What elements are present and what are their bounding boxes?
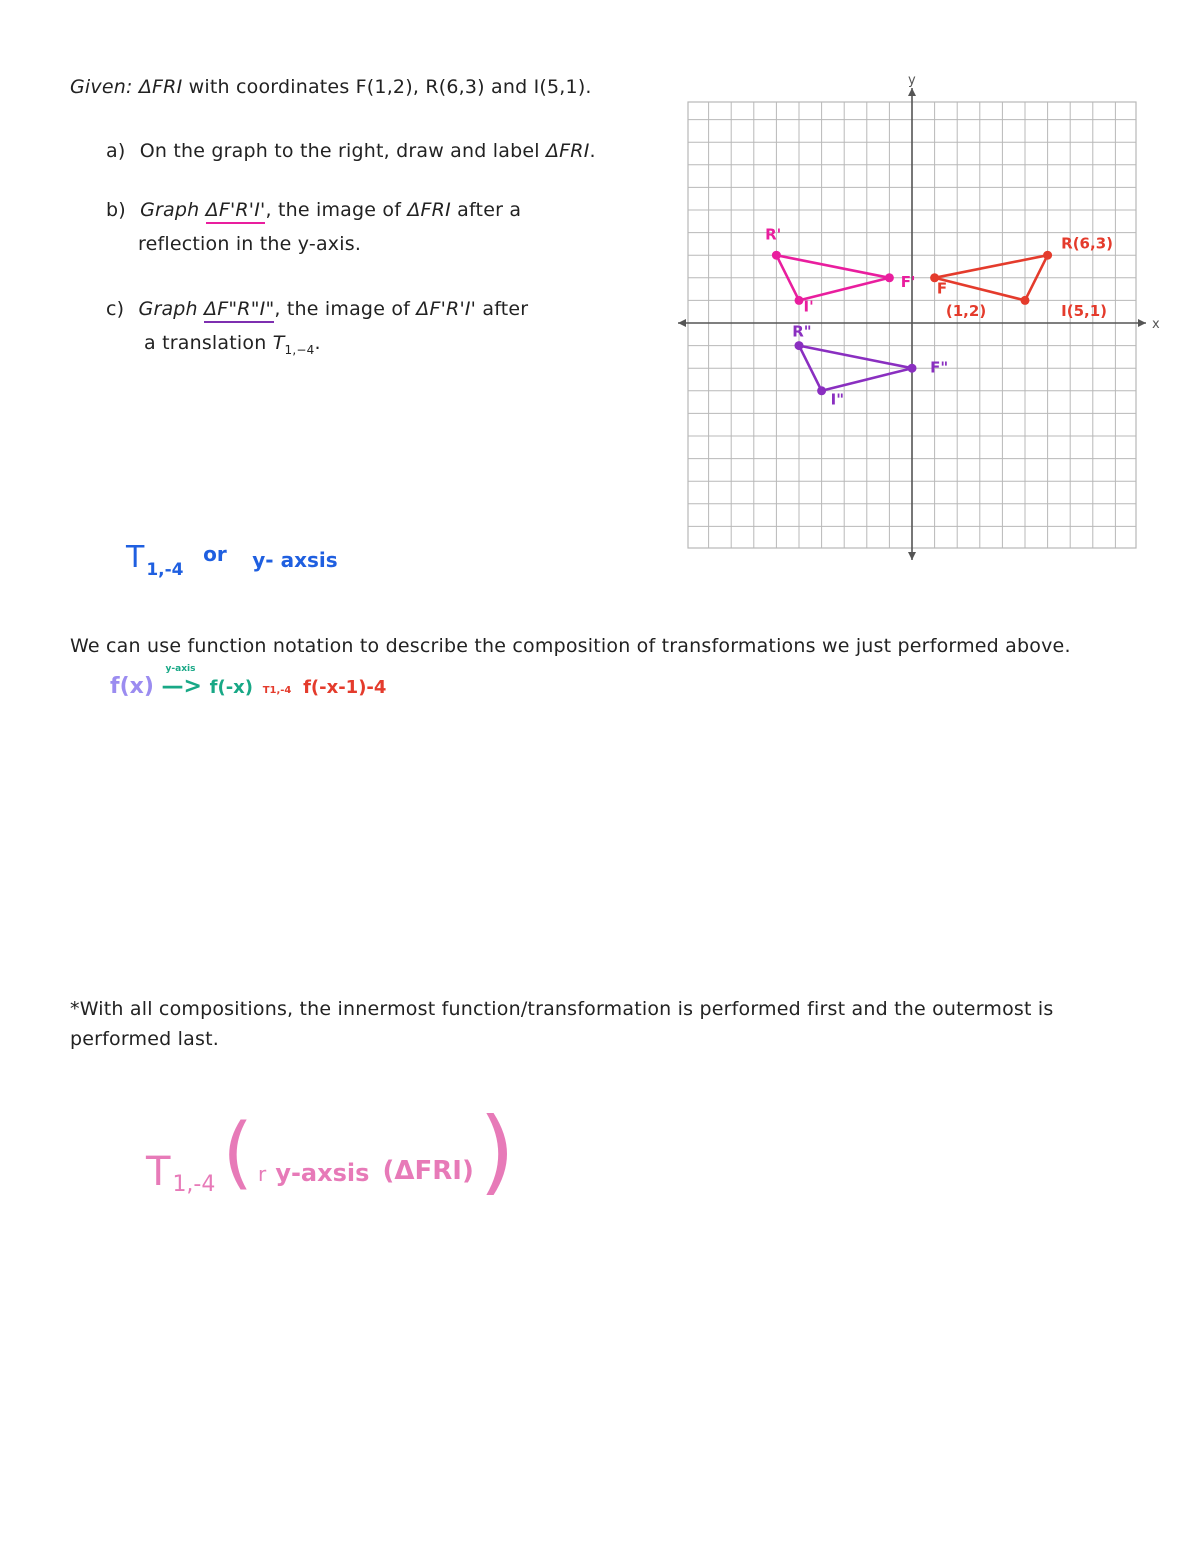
composition-r: r — [258, 1162, 267, 1186]
composition-sub: 1,-4 — [172, 1172, 216, 1197]
vertex-label: F — [936, 279, 948, 298]
handwritten-composition — [146, 1088, 515, 1205]
part-b-mid: , the image of — [265, 199, 402, 221]
part-c-line2 — [144, 332, 321, 357]
vertex-point — [817, 386, 826, 395]
y-axis-label: y — [908, 73, 916, 88]
part-c-post: after — [482, 298, 529, 320]
y-axis-arrow-up — [908, 88, 916, 96]
vertex-point — [885, 273, 894, 282]
function-chain — [110, 664, 387, 699]
vertex-label: R' — [765, 225, 782, 244]
fn-fnegx: f(-x) — [209, 677, 254, 698]
note-line2: performed last. — [70, 1028, 219, 1050]
given-prefix: Given: — [70, 76, 133, 98]
given-coordinates: with coordinates F(1,2), R(6,3) and I(5,1). — [188, 76, 592, 98]
part-c-translation: a translation — [144, 332, 267, 354]
part-b-pre: Graph — [140, 199, 200, 221]
vertex-label: F" — [930, 358, 949, 377]
part-b-image: ΔF'R'I' — [206, 199, 266, 224]
vertex-point — [1043, 251, 1052, 260]
x-axis-arrow-left — [678, 319, 686, 327]
given-line — [70, 76, 592, 98]
part-a-text: On the graph to the right, draw and label — [139, 140, 540, 162]
part-c-letter: c) — [106, 298, 125, 320]
fn-result: f(-x-1)-4 — [303, 677, 387, 698]
part-c-mid: , the image of — [274, 298, 411, 320]
fn-arrow2-label: T1,-4 — [262, 685, 292, 696]
part-a-end: . — [589, 140, 596, 162]
answer-t: T — [126, 540, 145, 575]
part-c-image: ΔF"R"I" — [204, 298, 274, 323]
part-c-triangle: ΔF'R'I' — [416, 298, 477, 320]
fn-arrow1 — [161, 664, 202, 699]
answer-or: or — [203, 542, 227, 566]
fn-fx: f(x) — [110, 674, 154, 699]
vertex-point — [908, 364, 917, 373]
x-axis-arrow-right — [1138, 319, 1146, 327]
composition-axis: y-axsis — [275, 1159, 370, 1187]
part-b-triangle: ΔFRI — [407, 199, 451, 221]
part-b-post: after a — [457, 199, 522, 221]
function-notation-text: We can use function notation to describe the composition of transformations we just performed above. — [70, 635, 1071, 657]
x-axis-label: x — [1152, 317, 1160, 332]
part-a — [106, 140, 596, 162]
coordinate-graph — [670, 70, 1170, 570]
composition-open-paren: ( — [222, 1108, 253, 1198]
vertex-point — [795, 296, 804, 305]
vertex-label: I' — [803, 297, 814, 316]
part-b-line2: reflection in the y-axis. — [138, 233, 362, 255]
part-c-t-sub: 1,−4 — [284, 342, 315, 357]
part-c-end: . — [314, 332, 321, 354]
composition-t: T — [146, 1149, 171, 1195]
vertex-label: I(5,1) — [1061, 302, 1108, 321]
part-b-line1 — [106, 199, 521, 221]
composition-close-paren: ) — [478, 1098, 515, 1205]
answer-axis: y- axsis — [252, 548, 338, 572]
vertex-label: R" — [792, 322, 812, 341]
handwritten-answer — [126, 540, 338, 580]
vertex-label: (1,2) — [945, 302, 987, 321]
fn-arrow1-glyph: —> — [161, 674, 202, 699]
vertex-label: F' — [900, 272, 916, 291]
fn-arrow1-label: y-axis — [165, 664, 196, 674]
given-triangle: ΔFRI — [138, 76, 183, 98]
vertex-label: R(6,3) — [1061, 234, 1114, 253]
part-c-line1 — [106, 298, 528, 320]
vertex-point — [772, 251, 781, 260]
y-axis-arrow-down — [908, 552, 916, 560]
vertex-point — [1021, 296, 1030, 305]
part-a-letter: a) — [106, 140, 126, 162]
composition-tri: (ΔFRI) — [382, 1156, 474, 1186]
part-b-letter: b) — [106, 199, 126, 221]
note-line1: *With all compositions, the innermost function/transformation is performed first and the outermost is — [70, 998, 1054, 1020]
part-c-t: T — [272, 332, 285, 354]
vertex-label: I" — [830, 390, 845, 409]
vertex-point — [795, 341, 804, 350]
part-c-pre: Graph — [138, 298, 198, 320]
part-a-triangle: ΔFRI — [545, 140, 590, 162]
answer-sub: 1,-4 — [146, 560, 184, 580]
